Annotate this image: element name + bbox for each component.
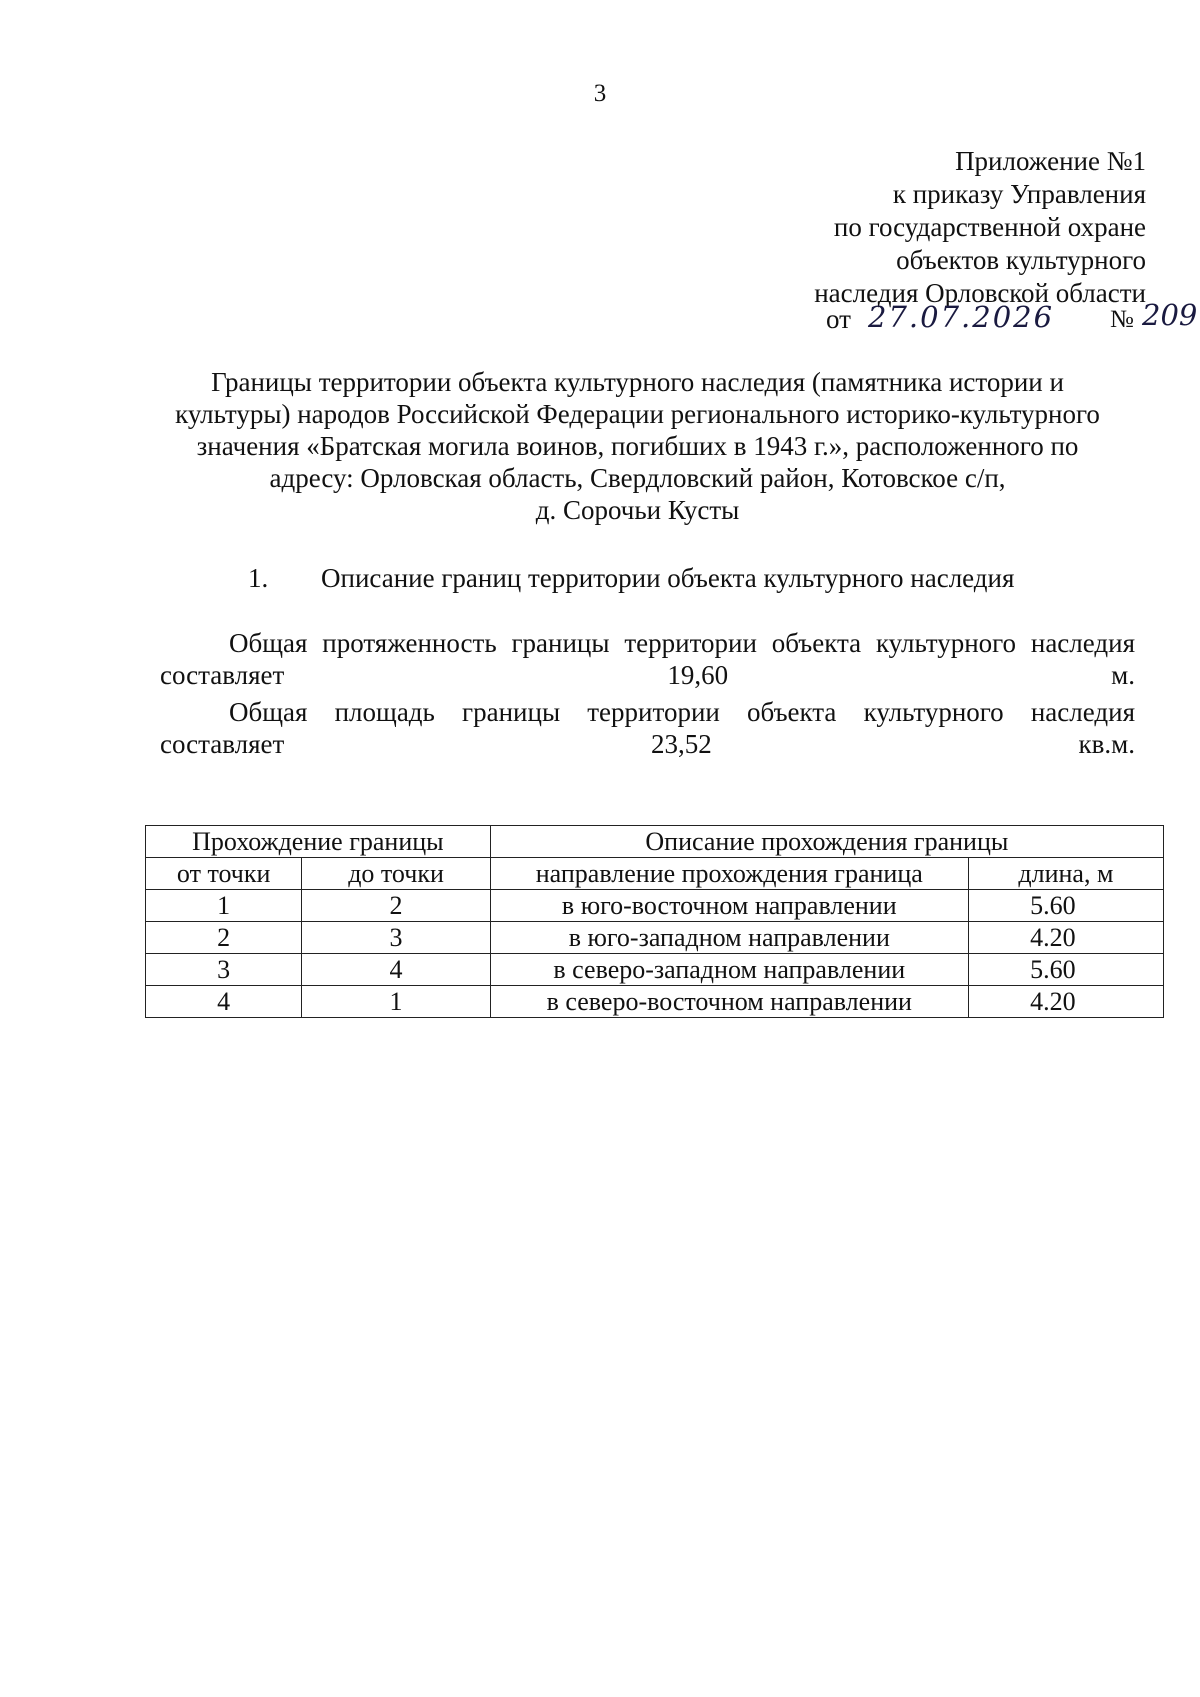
cell-to: 3 bbox=[302, 922, 490, 954]
number-prefix: № bbox=[1110, 306, 1134, 333]
appendix-line: к приказу Управления bbox=[892, 179, 1146, 209]
cell-from: 2 bbox=[146, 922, 302, 954]
order-date-number bbox=[826, 300, 1196, 336]
section-heading-text: Описание границ территории объекта культурного наследия bbox=[321, 563, 1015, 593]
header-from-point: от точки bbox=[146, 858, 302, 890]
table-row bbox=[146, 954, 1164, 986]
table-header-row bbox=[146, 826, 1164, 858]
boundary-length-paragraph: Общая протяженность границы территории объекта культурного наследия составляет 19,60 м. bbox=[160, 628, 1135, 690]
appendix-line: объектов культурного bbox=[896, 245, 1146, 275]
appendix-line: Приложение №1 bbox=[955, 146, 1146, 176]
appendix-line: по государственной охране bbox=[833, 212, 1146, 242]
header-boundary-passage: Прохождение границы bbox=[146, 826, 491, 858]
cell-to: 1 bbox=[302, 986, 490, 1018]
appendix-header bbox=[814, 145, 1146, 310]
title-line: культуры) народов Российской Федерации регионального историко-культурного bbox=[175, 399, 1100, 429]
title-line: значения «Братская могила воинов, погибших в 1943 г.», расположенного по bbox=[196, 431, 1079, 461]
date-prefix: от bbox=[826, 304, 851, 334]
cell-direction: в северо-западном направлении bbox=[490, 954, 968, 986]
table-subheader-row bbox=[146, 858, 1164, 890]
cell-from: 3 bbox=[146, 954, 302, 986]
cell-to: 4 bbox=[302, 954, 490, 986]
cell-direction: в юго-западном направлении bbox=[490, 922, 968, 954]
header-direction: направление прохождения граница bbox=[490, 858, 968, 890]
table-row bbox=[146, 922, 1164, 954]
cell-length: 5.60 bbox=[968, 954, 1163, 986]
cell-length: 4.20 bbox=[968, 986, 1163, 1018]
title-line: д. Сорочьи Кусты bbox=[535, 495, 740, 525]
cell-length: 5.60 bbox=[968, 890, 1163, 922]
table-row bbox=[146, 986, 1164, 1018]
boundary-table bbox=[145, 825, 1164, 1018]
cell-direction: в юго-восточном направлении bbox=[490, 890, 968, 922]
title-line: адресу: Орловская область, Свердловский район, Котовское с/п, bbox=[269, 463, 1006, 493]
title-line: Границы территории объекта культурного наследия (памятника истории и bbox=[211, 367, 1064, 397]
section-heading bbox=[248, 563, 1014, 594]
header-length: длина, м bbox=[968, 858, 1163, 890]
section-number: 1. bbox=[248, 563, 269, 593]
cell-direction: в северо-восточном направлении bbox=[490, 986, 968, 1018]
header-boundary-description: Описание прохождения границы bbox=[490, 826, 1163, 858]
handwritten-number: 209 bbox=[1142, 298, 1198, 332]
header-to-point: до точки bbox=[302, 858, 490, 890]
page-number: 3 bbox=[593, 80, 607, 107]
document-title bbox=[140, 366, 1135, 526]
cell-length: 4.20 bbox=[968, 922, 1163, 954]
cell-to: 2 bbox=[302, 890, 490, 922]
cell-from: 4 bbox=[146, 986, 302, 1018]
appendix-line: наследия Орловской области bbox=[814, 278, 1146, 308]
table-row bbox=[146, 890, 1164, 922]
cell-from: 1 bbox=[146, 890, 302, 922]
handwritten-date: 27.07.2026 bbox=[868, 300, 1055, 334]
boundary-area-paragraph: Общая площадь границы территории объекта культурного наследия составляет 23,52 кв.м. bbox=[160, 697, 1135, 759]
